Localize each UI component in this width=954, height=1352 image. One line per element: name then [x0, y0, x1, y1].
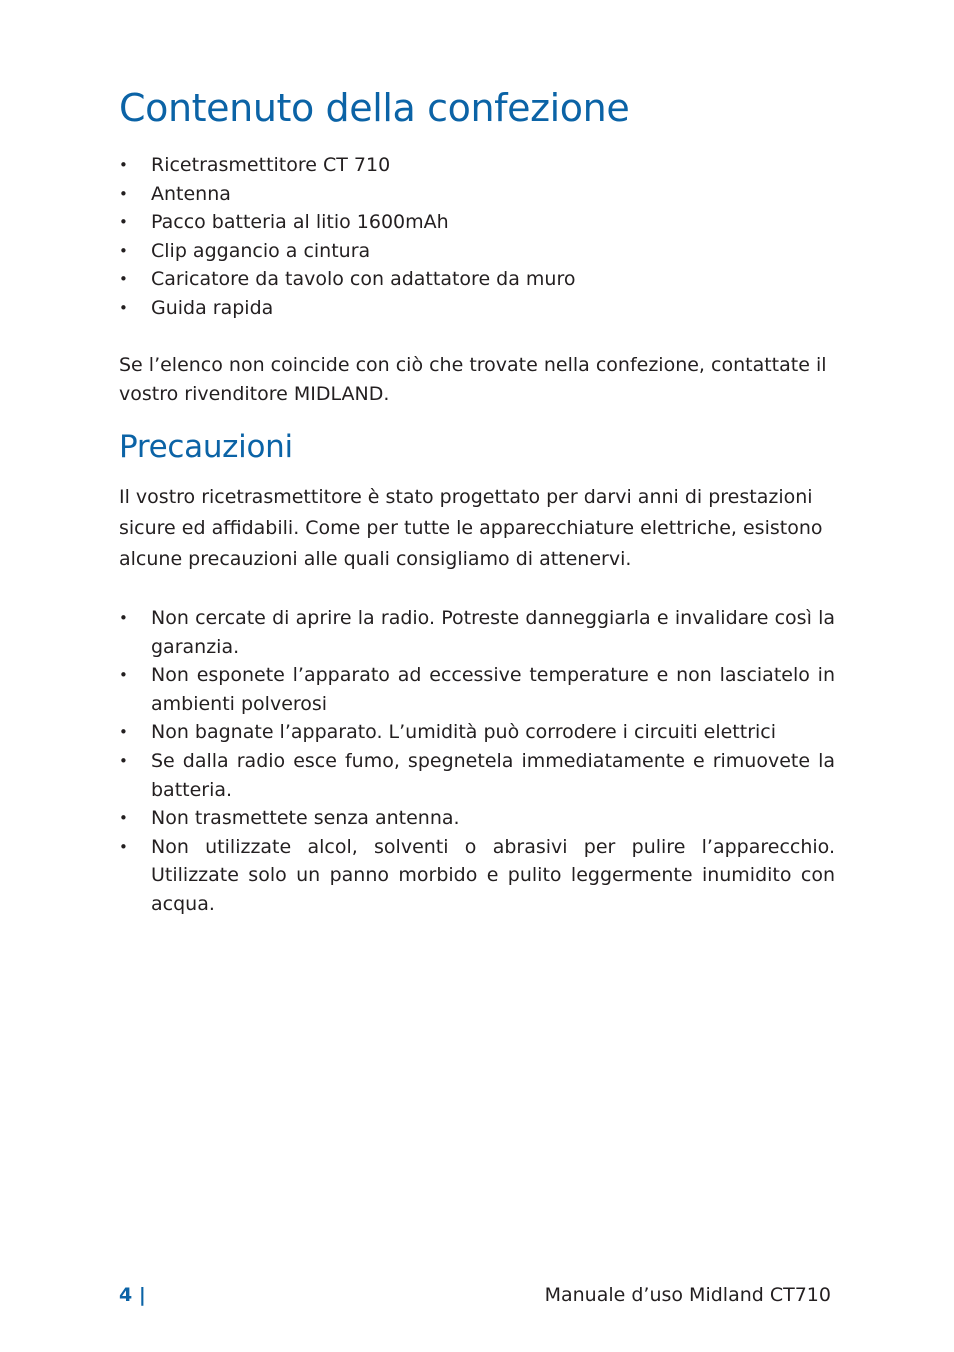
bullet-icon: • [119, 298, 128, 317]
bullet-icon: • [119, 666, 128, 685]
list-item-text: Non bagnate l’apparato. L’umidità può corrodere i circuiti elettrici [151, 721, 777, 744]
section-heading: Precauzioni [119, 429, 293, 465]
list-item-text: Guida rapida [151, 296, 274, 319]
page-number: 4 | [119, 1284, 146, 1306]
list-item [119, 833, 835, 919]
bullet-icon: • [119, 809, 128, 828]
list-item-text: Ricetrasmettitore CT 710 [151, 154, 391, 176]
list-item [119, 265, 835, 294]
list-item-text: Non cercate di aprire la radio. Potreste danneggiarla e invalidare così la garanzia. [151, 607, 835, 658]
list-item [119, 294, 835, 323]
precautions-intro: Il vostro ricetrasmettitore è stato progettato per darvi anni di prestazioni sicure ed affidabili. Come per tutte le apparecchiature elettriche, esistono alcune precauzioni alle quali consigliamo di attenervi. [119, 486, 823, 570]
contents-list [119, 151, 835, 323]
bullet-icon: • [119, 751, 128, 770]
list-item-text: Pacco batteria al litio 1600mAh [151, 211, 449, 234]
list-item [119, 804, 835, 833]
page-title: Contenuto della confezione [119, 86, 630, 130]
bullet-icon: • [119, 723, 128, 742]
list-item [119, 237, 835, 266]
list-item-text: Non utilizzate alcol, solventi o abrasivi per pulire l’apparecchio. Utilizzate solo un panno morbido e pulito leggermente inumidito con acqua. [151, 835, 835, 915]
list-item [119, 718, 835, 747]
bullet-icon: • [119, 609, 128, 627]
bullet-icon: • [119, 184, 128, 203]
list-item-text: Clip aggancio a cintura [151, 239, 371, 262]
list-item-text: Non trasmettete senza antenna. [151, 807, 460, 830]
list-item [119, 604, 835, 661]
list-item-text: Antenna [151, 182, 231, 205]
bullet-icon: • [119, 156, 128, 174]
list-item [119, 661, 835, 718]
list-item-text: Non esponete l’apparato ad eccessive temperature e non lasciatelo in ambienti polverosi [151, 664, 835, 715]
list-item-text: Caricatore da tavolo con adattatore da muro [151, 268, 576, 291]
precautions-list [119, 604, 835, 919]
list-item [119, 208, 835, 237]
bullet-icon: • [119, 213, 128, 232]
contents-note: Se l’elenco non coincide con ciò che trovate nella confezione, contattate il vostro rivenditore MIDLAND. [119, 354, 827, 405]
list-item-text: Se dalla radio esce fumo, spegnetela immediatamente e rimuovete la batteria. [151, 749, 835, 801]
bullet-icon: • [119, 241, 128, 260]
list-item [119, 747, 835, 804]
list-item [119, 180, 835, 209]
bullet-icon: • [119, 837, 128, 856]
manual-title: Manuale d’uso Midland CT710 [544, 1284, 831, 1306]
list-item [119, 151, 835, 180]
bullet-icon: • [119, 270, 128, 289]
